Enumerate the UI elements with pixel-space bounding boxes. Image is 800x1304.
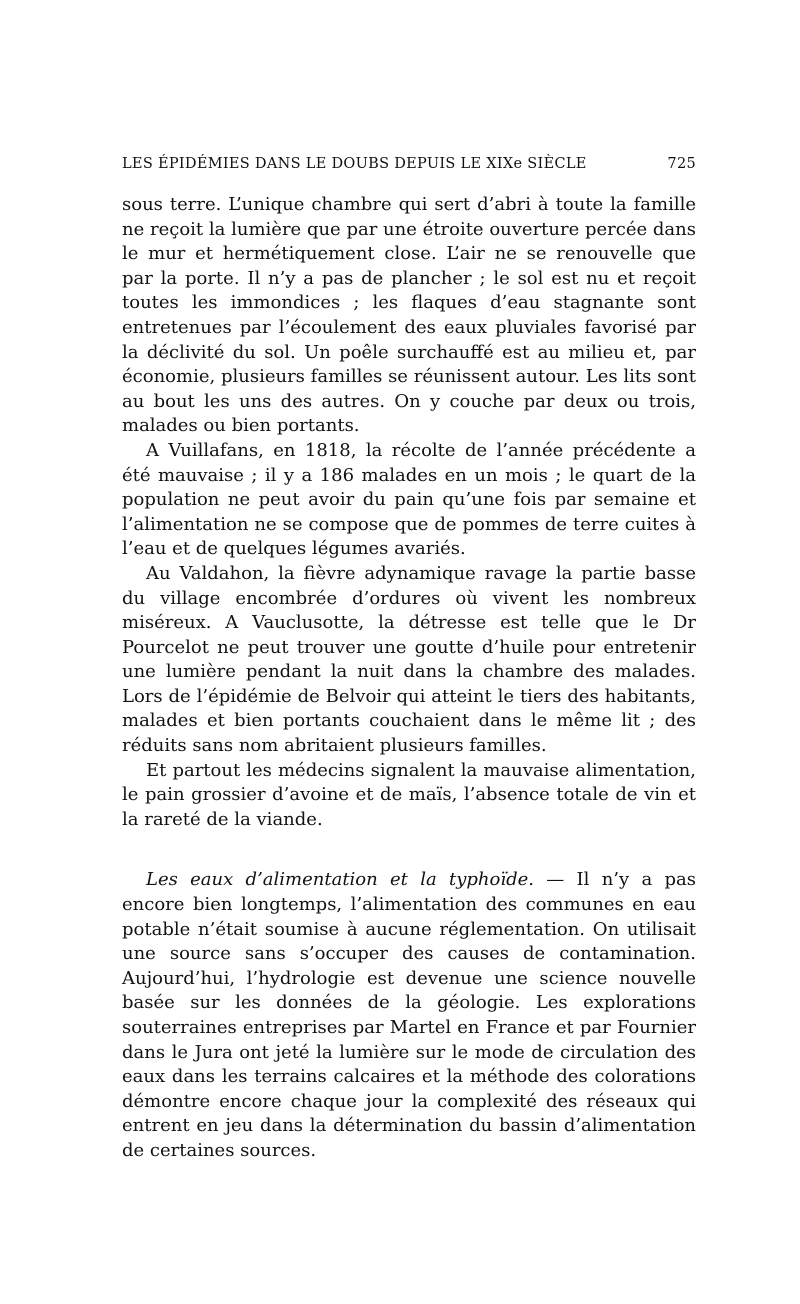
running-header [122,156,696,172]
paragraph-1: sous terre. L’unique chambre qui sert d’abri à toute la famille ne reçoit la lumière que par une étroite ouverture percée dans le mur et hermétiquement close. L’air ne se renouvelle que par la porte. Il n’y a pas de plancher ; le sol est nu et reçoit toutes les immondices ; les flaques d’eau stagnante sont entretenues par l’écoulement des eaux pluviales favorisé par la déclivité du sol. Un poêle surchauffé est au milieu et, par économie, plusieurs familles se réunissent autour. Les lits sont au bout les uns des autres. On y couche par deux ou trois, malades ou bien portants. [122,194,696,437]
paragraph-2: A Vuillafans, en 1818, la récolte de l’année précédente a été mauvaise ; il y a 186 malades en un mois ; le quart de la population ne peut avoir du pain qu’une fois par semaine et l’alimentation ne se compose que de pommes de terre cuites à l’eau et de quelques légumes avariés. [122,439,696,560]
paragraph-4: Et partout les médecins signalent la mauvaise alimentation, le pain grossier d’avoine et de maïs, l’absence totale de vin et la rareté de la viande. [122,759,696,830]
paragraph-3: Au Valdahon, la fièvre adynamique ravage la partie basse du village encombrée d’ordures où vivent les nombreux miséreux. A Vauclusotte, la détresse est telle que le Dr Pourcelot ne peut trouver une goutte d’huile pour entretenir une lumière pendant la nuit dans la chambre des malades. Lors de l’épidémie de Belvoir qui atteint le tiers des habitants, malades et bien portants couchaient dans le même lit ; des réduits sans nom abritaient plusieurs familles. [122,562,696,757]
page-number: 725 [667,156,696,172]
running-title: LES ÉPIDÉMIES DANS LE DOUBS DEPUIS LE XIXe SIÈCLE [122,156,587,172]
section-paragraph [122,868,696,1163]
body-text [122,193,696,1164]
section-text: — Il n’y a pas encore bien longtemps, l’alimentation des communes en eau potable n’était soumise à aucune réglementation. On utilisait une source sans s’occuper des causes de contamination. Aujourd’hui, l’hydrologie est devenue une science nouvelle basée sur les données de la géologie. Les explorations souterraines entreprises par Martel en France et par Fournier dans le Jura ont jeté la lumière sur le mode de circulation des eaux dans les terrains calcaires et la méthode des colorations démontre encore chaque jour la complexité des réseaux qui entrent en jeu dans la détermination du bassin d’alimentation de certaines sources. [122,869,696,1161]
section-heading: Les eaux d’alimentation et la typhoïde. [146,869,534,891]
